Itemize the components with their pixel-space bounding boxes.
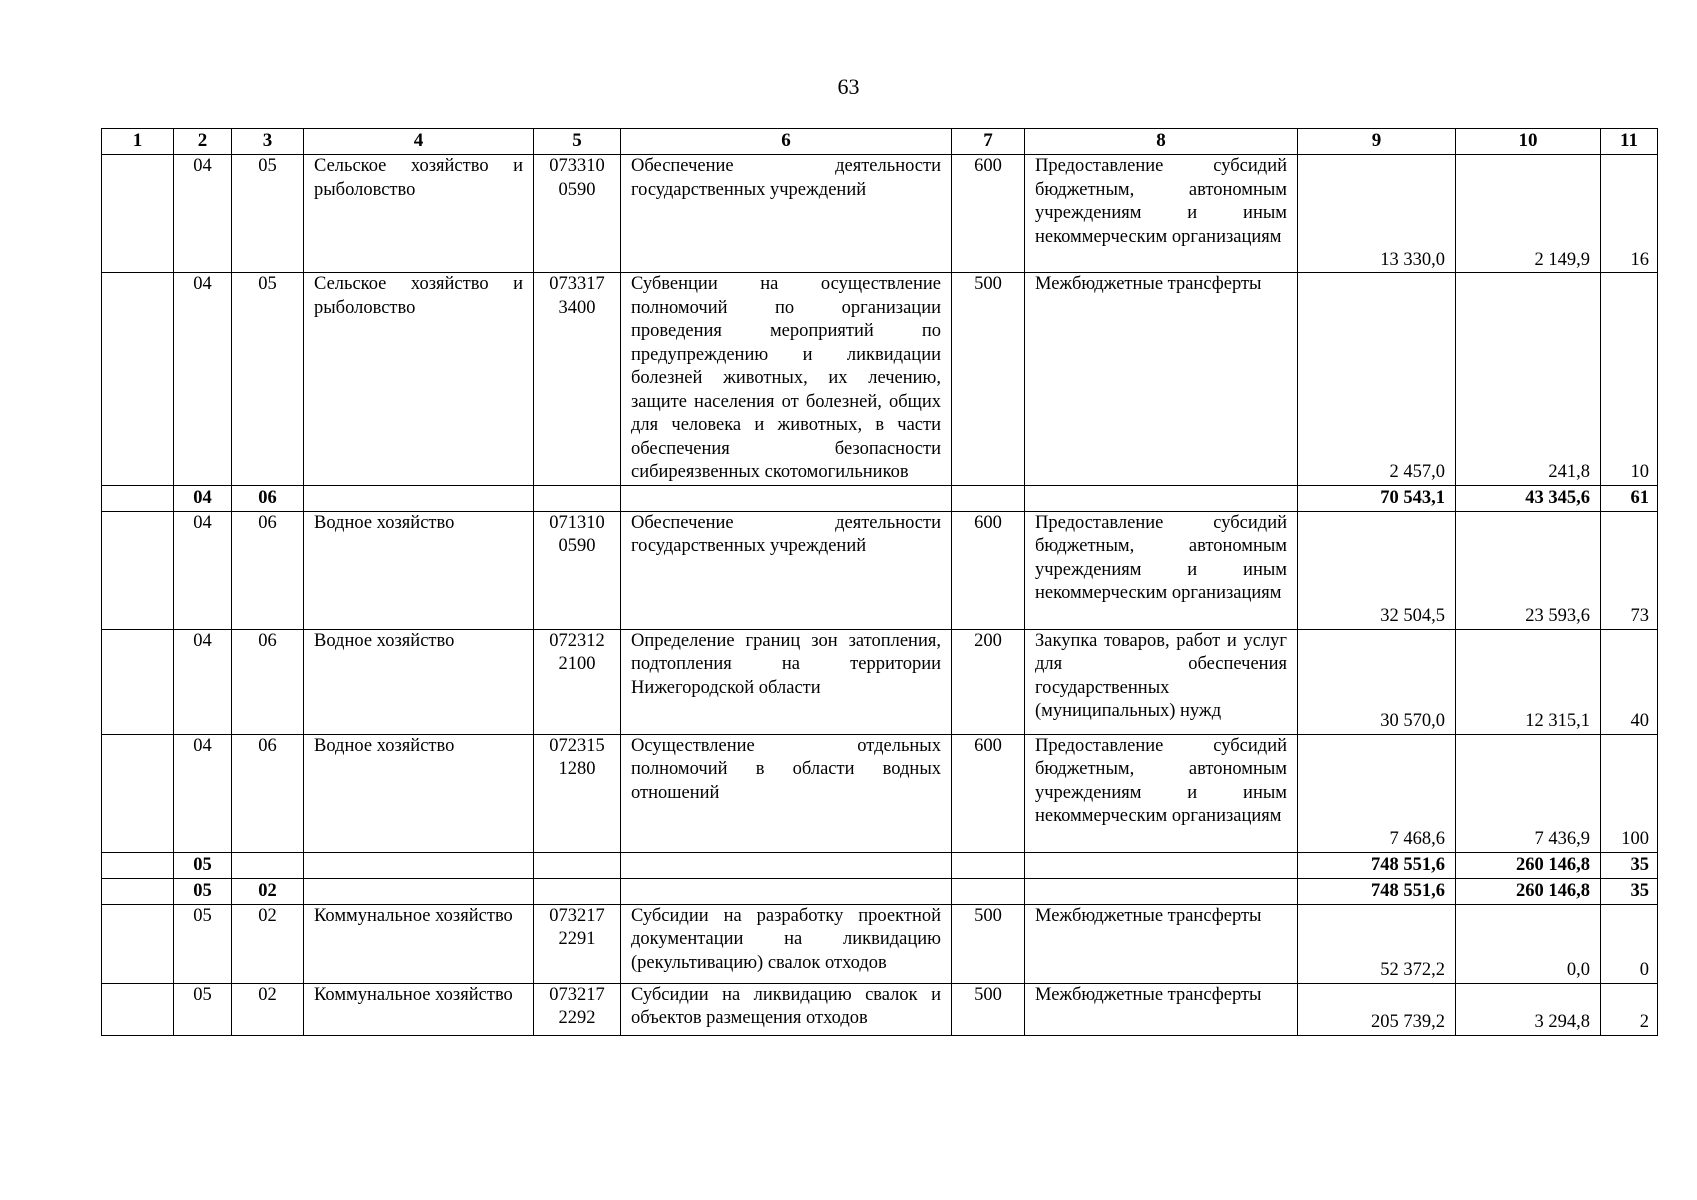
cell-col1 [102, 485, 174, 511]
cell-section: 05 [174, 878, 232, 904]
cell-expense-type-name [1025, 852, 1298, 878]
cell-subsection-name: Водное хозяйство [304, 511, 534, 629]
table-header-row [102, 129, 1658, 155]
column-header-11: 11 [1601, 129, 1658, 155]
column-header-5: 5 [534, 129, 621, 155]
column-header-6: 6 [621, 129, 952, 155]
subtotal-row [102, 852, 1658, 878]
cell-plan: 7 468,6 [1298, 734, 1456, 852]
cell-subsection: 06 [232, 511, 304, 629]
column-header-9: 9 [1298, 129, 1456, 155]
table-row [102, 511, 1658, 629]
cell-subsection-name [304, 878, 534, 904]
cell-plan: 52 372,2 [1298, 904, 1456, 983]
cell-subsection-name: Коммунальное хозяйство [304, 983, 534, 1035]
cell-expense-type [952, 485, 1025, 511]
cell-percent: 10 [1601, 273, 1658, 486]
cell-col1 [102, 511, 174, 629]
column-header-4: 4 [304, 129, 534, 155]
cell-percent: 61 [1601, 485, 1658, 511]
cell-target-code: 072315 1280 [534, 734, 621, 852]
subtotal-row [102, 485, 1658, 511]
cell-expense-type: 600 [952, 511, 1025, 629]
cell-section: 04 [174, 273, 232, 486]
cell-actual: 43 345,6 [1456, 485, 1601, 511]
cell-section: 05 [174, 983, 232, 1035]
cell-col1 [102, 155, 174, 273]
cell-target-code: 073317 3400 [534, 273, 621, 486]
table-row [102, 734, 1658, 852]
table-row [102, 273, 1658, 486]
cell-col1 [102, 852, 174, 878]
cell-col1 [102, 904, 174, 983]
column-header-3: 3 [232, 129, 304, 155]
cell-target-code: 073217 2292 [534, 983, 621, 1035]
cell-plan: 32 504,5 [1298, 511, 1456, 629]
cell-target-name: Субсидии на разработку проектной документации на ликвидацию (рекультивацию) свалок отходов [621, 904, 952, 983]
cell-col1 [102, 273, 174, 486]
table-row [102, 155, 1658, 273]
cell-subsection: 05 [232, 155, 304, 273]
cell-target-code [534, 852, 621, 878]
cell-col1 [102, 983, 174, 1035]
cell-actual: 260 146,8 [1456, 878, 1601, 904]
cell-expense-type-name: Предоставление субсидий бюджетным, автономным учреждениям и иным некоммерческим организациям [1025, 155, 1298, 273]
cell-actual: 12 315,1 [1456, 629, 1601, 734]
cell-actual: 241,8 [1456, 273, 1601, 486]
cell-subsection [232, 852, 304, 878]
column-header-1: 1 [102, 129, 174, 155]
cell-subsection: 02 [232, 904, 304, 983]
cell-subsection: 06 [232, 485, 304, 511]
table-row [102, 629, 1658, 734]
cell-percent: 16 [1601, 155, 1658, 273]
cell-expense-type: 200 [952, 629, 1025, 734]
cell-target-name: Обеспечение деятельности государственных учреждений [621, 155, 952, 273]
cell-percent: 0 [1601, 904, 1658, 983]
cell-expense-type-name: Межбюджетные трансферты [1025, 983, 1298, 1035]
cell-target-code [534, 485, 621, 511]
cell-actual: 7 436,9 [1456, 734, 1601, 852]
cell-expense-type: 500 [952, 904, 1025, 983]
cell-expense-type-name: Предоставление субсидий бюджетным, автономным учреждениям и иным некоммерческим организациям [1025, 734, 1298, 852]
cell-percent: 35 [1601, 852, 1658, 878]
cell-subsection-name: Сельское хозяйство и рыболовство [304, 273, 534, 486]
cell-target-name: Определение границ зон затопления, подтопления на территории Нижегородской области [621, 629, 952, 734]
cell-section: 05 [174, 852, 232, 878]
cell-section: 04 [174, 485, 232, 511]
cell-col1 [102, 878, 174, 904]
cell-actual: 23 593,6 [1456, 511, 1601, 629]
cell-actual: 2 149,9 [1456, 155, 1601, 273]
cell-subsection: 06 [232, 629, 304, 734]
cell-expense-type-name [1025, 878, 1298, 904]
cell-expense-type-name: Закупка товаров, работ и услуг для обеспечения государственных (муниципальных) нужд [1025, 629, 1298, 734]
cell-section: 05 [174, 904, 232, 983]
cell-percent: 73 [1601, 511, 1658, 629]
cell-target-name: Осуществление отдельных полномочий в области водных отношений [621, 734, 952, 852]
column-header-2: 2 [174, 129, 232, 155]
cell-expense-type-name: Межбюджетные трансферты [1025, 904, 1298, 983]
cell-plan: 205 739,2 [1298, 983, 1456, 1035]
cell-target-code [534, 878, 621, 904]
cell-plan: 13 330,0 [1298, 155, 1456, 273]
cell-target-code: 071310 0590 [534, 511, 621, 629]
cell-target-code: 073310 0590 [534, 155, 621, 273]
cell-subsection-name [304, 852, 534, 878]
cell-subsection-name: Водное хозяйство [304, 734, 534, 852]
cell-target-name: Обеспечение деятельности государственных учреждений [621, 511, 952, 629]
page-number: 63 [837, 74, 860, 99]
cell-actual: 260 146,8 [1456, 852, 1601, 878]
column-header-10: 10 [1456, 129, 1601, 155]
cell-percent: 100 [1601, 734, 1658, 852]
cell-plan: 2 457,0 [1298, 273, 1456, 486]
cell-expense-type: 500 [952, 983, 1025, 1035]
cell-expense-type: 600 [952, 734, 1025, 852]
cell-subsection: 02 [232, 878, 304, 904]
cell-expense-type-name [1025, 485, 1298, 511]
cell-plan: 30 570,0 [1298, 629, 1456, 734]
cell-expense-type-name: Предоставление субсидий бюджетным, автономным учреждениям и иным некоммерческим организациям [1025, 511, 1298, 629]
cell-subsection-name: Водное хозяйство [304, 629, 534, 734]
cell-target-name [621, 485, 952, 511]
cell-target-name: Субвенции на осуществление полномочий по организации проведения мероприятий по предупреждению и ликвидации болезней животных, их лечению, защите населения от болезней, общих для человека и животных, в части обеспечения безопасности сибиреязвенных скотомогильников [621, 273, 952, 486]
cell-section: 04 [174, 155, 232, 273]
cell-section: 04 [174, 629, 232, 734]
column-header-8: 8 [1025, 129, 1298, 155]
cell-subsection-name: Коммунальное хозяйство [304, 904, 534, 983]
cell-expense-type [952, 852, 1025, 878]
cell-expense-type [952, 878, 1025, 904]
cell-target-name: Субсидии на ликвидацию свалок и объектов размещения отходов [621, 983, 952, 1035]
cell-section: 04 [174, 511, 232, 629]
subtotal-row [102, 878, 1658, 904]
table-row [102, 904, 1658, 983]
cell-subsection: 02 [232, 983, 304, 1035]
budget-table [101, 128, 1658, 1036]
cell-plan: 748 551,6 [1298, 878, 1456, 904]
cell-plan: 70 543,1 [1298, 485, 1456, 511]
cell-target-code: 072312 2100 [534, 629, 621, 734]
cell-expense-type: 600 [952, 155, 1025, 273]
cell-subsection: 05 [232, 273, 304, 486]
cell-col1 [102, 734, 174, 852]
cell-subsection-name: Сельское хозяйство и рыболовство [304, 155, 534, 273]
cell-plan: 748 551,6 [1298, 852, 1456, 878]
cell-col1 [102, 629, 174, 734]
cell-target-code: 073217 2291 [534, 904, 621, 983]
cell-actual: 0,0 [1456, 904, 1601, 983]
cell-section: 04 [174, 734, 232, 852]
cell-expense-type: 500 [952, 273, 1025, 486]
cell-percent: 2 [1601, 983, 1658, 1035]
cell-subsection-name [304, 485, 534, 511]
table-row [102, 983, 1658, 1035]
column-header-7: 7 [952, 129, 1025, 155]
cell-subsection: 06 [232, 734, 304, 852]
cell-percent: 40 [1601, 629, 1658, 734]
cell-expense-type-name: Межбюджетные трансферты [1025, 273, 1298, 486]
cell-actual: 3 294,8 [1456, 983, 1601, 1035]
cell-percent: 35 [1601, 878, 1658, 904]
cell-target-name [621, 878, 952, 904]
cell-target-name [621, 852, 952, 878]
